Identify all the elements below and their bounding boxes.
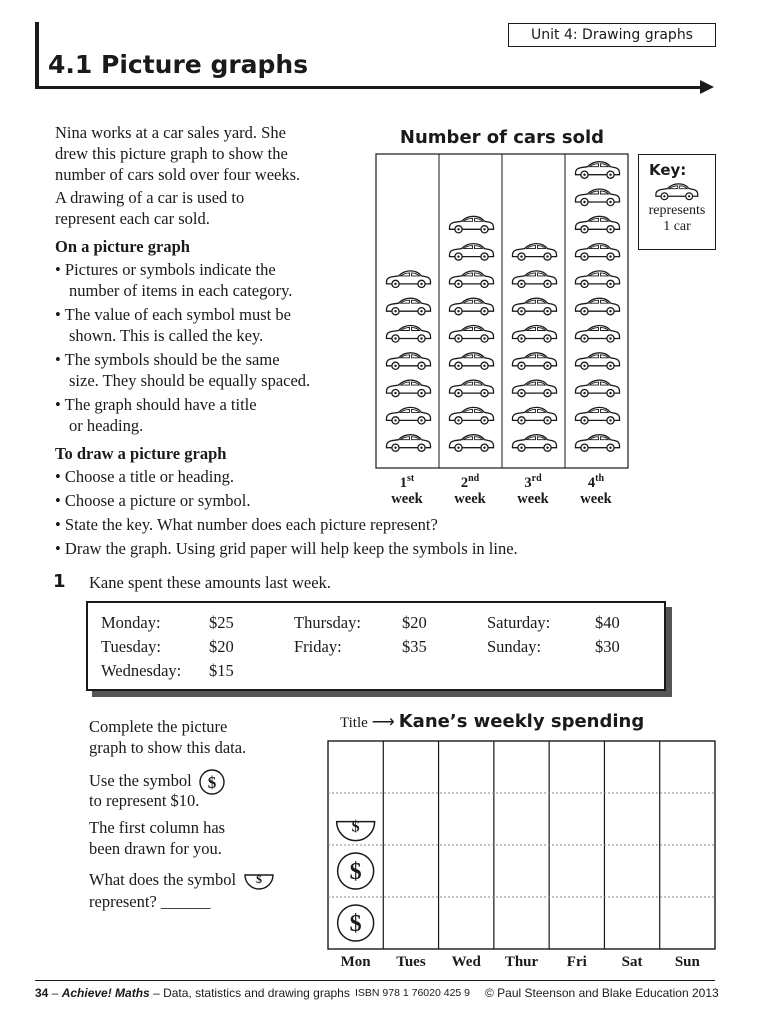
intro-paragraph <box>55 122 365 229</box>
day-label: Saturday: <box>487 613 551 632</box>
spending-data-box <box>86 601 666 691</box>
list-item <box>55 394 375 436</box>
car-icon <box>387 435 431 452</box>
question-prompt: Kane spent these amounts last week. <box>89 573 331 592</box>
header-bar <box>35 22 39 88</box>
bullet-glyph: • <box>55 260 61 279</box>
list-item <box>55 304 375 346</box>
header-rule <box>35 86 707 89</box>
car-icon <box>450 326 494 343</box>
bullet-text: Draw the graph. Using grid paper will help keep the symbols in line. <box>64 539 518 558</box>
car-icon <box>450 353 494 370</box>
car-icon <box>576 353 620 370</box>
instruction-line: The first column has <box>89 818 226 837</box>
bullet-glyph: • <box>55 491 61 510</box>
bullet-text: The graph should have a title <box>64 395 257 414</box>
bullet-glyph: • <box>55 515 61 534</box>
car-icon <box>654 181 700 203</box>
first-column-note <box>89 817 319 859</box>
dollar-coin-icon <box>338 853 374 889</box>
car-icon <box>513 244 557 261</box>
amount-value: $40 <box>595 613 620 632</box>
key-text-line: represents <box>648 203 706 218</box>
chart-category-labels <box>376 471 628 507</box>
car-icon <box>450 216 494 233</box>
symbol-glyph: $ <box>207 773 217 792</box>
day-label: Thursday: <box>294 613 361 632</box>
half-dollar-coin-icon <box>337 819 375 841</box>
car-icon <box>576 380 620 397</box>
car-icon <box>576 162 620 179</box>
book-subtitle: – Data, statistics and drawing graphs <box>149 986 350 1000</box>
car-icon <box>387 407 431 424</box>
car-icon <box>450 435 494 452</box>
half-symbol-question <box>89 869 329 912</box>
car-icon <box>656 184 698 200</box>
cars-picture-graph <box>370 150 635 472</box>
amount-value: $25 <box>209 613 234 632</box>
intro-line: drew this picture graph to show the <box>55 144 288 163</box>
arrow-right-icon: ⟶ <box>371 714 395 731</box>
car-icon <box>387 380 431 397</box>
chart-title: Kane’s weekly spending <box>398 711 645 732</box>
symbol-glyph: $ <box>349 859 362 885</box>
car-icon <box>450 244 494 261</box>
bullet-text: Choose a title or heading. <box>64 467 234 486</box>
page-number: 34 <box>35 986 49 1000</box>
amount-value: $20 <box>209 637 234 656</box>
car-icon <box>513 326 557 343</box>
bullet-text: number of items in each category. <box>69 281 293 300</box>
tick-label: 1st week <box>391 473 423 507</box>
car-icon <box>576 189 620 206</box>
bullet-text: The symbols should be the same <box>64 350 280 369</box>
bullet-text: State the key. What number does each picture represent? <box>64 515 438 534</box>
symbol-glyph: $ <box>349 911 362 937</box>
copyright: © Paul Steenson and Blake Education 2013 <box>485 986 719 1000</box>
car-icon <box>450 380 494 397</box>
day-label: Monday: <box>101 613 161 632</box>
tick-label: Fri <box>566 954 587 970</box>
instruction-line: been drawn for you. <box>89 839 222 858</box>
car-icon <box>513 271 557 288</box>
footer-sep: – <box>48 986 62 1000</box>
day-label: Wednesday: <box>101 661 182 680</box>
car-icon <box>513 435 557 452</box>
instruction-line: graph to show this data. <box>89 738 247 757</box>
footer-rule <box>35 980 715 981</box>
tick-label: 2nd week <box>454 473 486 507</box>
book-title: Achieve! Maths <box>61 986 150 1000</box>
car-icon <box>576 407 620 424</box>
car-icon <box>387 353 431 370</box>
page-title: 4.1 Picture graphs <box>48 50 309 79</box>
instructions <box>89 716 319 758</box>
amount-value: $35 <box>402 637 427 656</box>
day-label: Friday: <box>294 637 342 656</box>
bullet-glyph: • <box>55 350 61 369</box>
day-label: Tuesday: <box>101 637 161 656</box>
bullet-glyph: • <box>55 539 61 558</box>
car-icon <box>576 435 620 452</box>
car-icon <box>387 298 431 315</box>
amount-value: $30 <box>595 637 620 656</box>
bullet-text: The value of each symbol must be <box>64 305 291 324</box>
car-icon <box>513 298 557 315</box>
tick-label: Wed <box>451 954 481 970</box>
spending-picture-graph <box>325 738 720 952</box>
tick-label: Tues <box>396 954 426 970</box>
amount-value: $20 <box>402 613 427 632</box>
chart-key <box>638 154 716 250</box>
bullet-text: Pictures or symbols indicate the <box>64 260 276 279</box>
car-icon <box>387 326 431 343</box>
car-icon <box>450 407 494 424</box>
list-item <box>55 538 675 559</box>
tick-label: 3rd week <box>517 473 549 507</box>
half-dollar-coin-icon <box>242 871 276 891</box>
section-heading: To draw a picture graph <box>55 444 227 463</box>
bullet-text: shown. This is called the key. <box>69 326 264 345</box>
list-item <box>55 349 375 391</box>
intro-line: number of cars sold over four weeks. <box>55 165 301 184</box>
page-footer <box>35 986 350 1000</box>
bullet-text: Choose a picture or symbol. <box>64 491 251 510</box>
title-prefix: Title <box>340 715 368 731</box>
list-item <box>55 514 675 535</box>
tick-label: Sat <box>621 954 643 970</box>
car-icon <box>513 353 557 370</box>
instruction-line: to represent $10. <box>89 791 200 810</box>
car-icon <box>576 216 620 233</box>
car-icon <box>576 326 620 343</box>
key-text <box>639 203 715 235</box>
car-icon <box>450 298 494 315</box>
intro-line: Nina works at a car sales yard. She <box>55 123 286 142</box>
chart-title-row <box>340 711 644 732</box>
tick-label: Sun <box>674 954 700 970</box>
key-text-line: 1 car <box>663 219 691 234</box>
car-icon <box>576 244 620 261</box>
question-number: 1 <box>53 571 66 592</box>
dollar-coin-icon <box>338 905 374 941</box>
car-icon <box>513 380 557 397</box>
bullet-glyph: • <box>55 395 61 414</box>
symbol-glyph: $ <box>256 872 263 887</box>
symbol-glyph: $ <box>351 818 360 836</box>
unit-label: Unit 4: Drawing graphs <box>508 23 716 47</box>
section-heading: On a picture graph <box>55 237 190 256</box>
car-icon <box>450 271 494 288</box>
car-icon <box>576 271 620 288</box>
bullet-glyph: • <box>55 467 61 486</box>
on-picture-graph-section <box>55 236 375 436</box>
chart-title: Number of cars sold <box>399 127 605 148</box>
key-label: Key: <box>649 161 687 179</box>
car-icon <box>513 407 557 424</box>
instruction-line: Use the symbol <box>89 770 192 790</box>
dollar-coin-icon <box>198 768 226 796</box>
intro-line: represent each car sold. <box>55 209 210 228</box>
tick-label: Thur <box>504 954 539 970</box>
day-label: Sunday: <box>487 637 542 656</box>
amount-value: $15 <box>209 661 234 680</box>
tick-label: Mon <box>340 954 371 970</box>
tick-label: 4th week <box>580 473 612 507</box>
isbn: ISBN 978 1 76020 425 9 <box>355 987 471 999</box>
bullet-glyph: • <box>55 305 61 324</box>
car-icon <box>576 298 620 315</box>
arrow-right-icon <box>700 80 714 94</box>
instruction-line: What does the symbol <box>89 870 237 889</box>
instruction-line: represent? ______ <box>89 892 211 912</box>
intro-line: A drawing of a car is used to <box>55 188 245 207</box>
list-item <box>55 259 375 301</box>
bullet-text: size. They should be equally spaced. <box>69 371 311 390</box>
bullet-text: or heading. <box>69 416 144 435</box>
symbol-instruction <box>89 768 329 811</box>
car-icon <box>387 271 431 288</box>
instruction-line: Complete the picture <box>89 717 228 736</box>
